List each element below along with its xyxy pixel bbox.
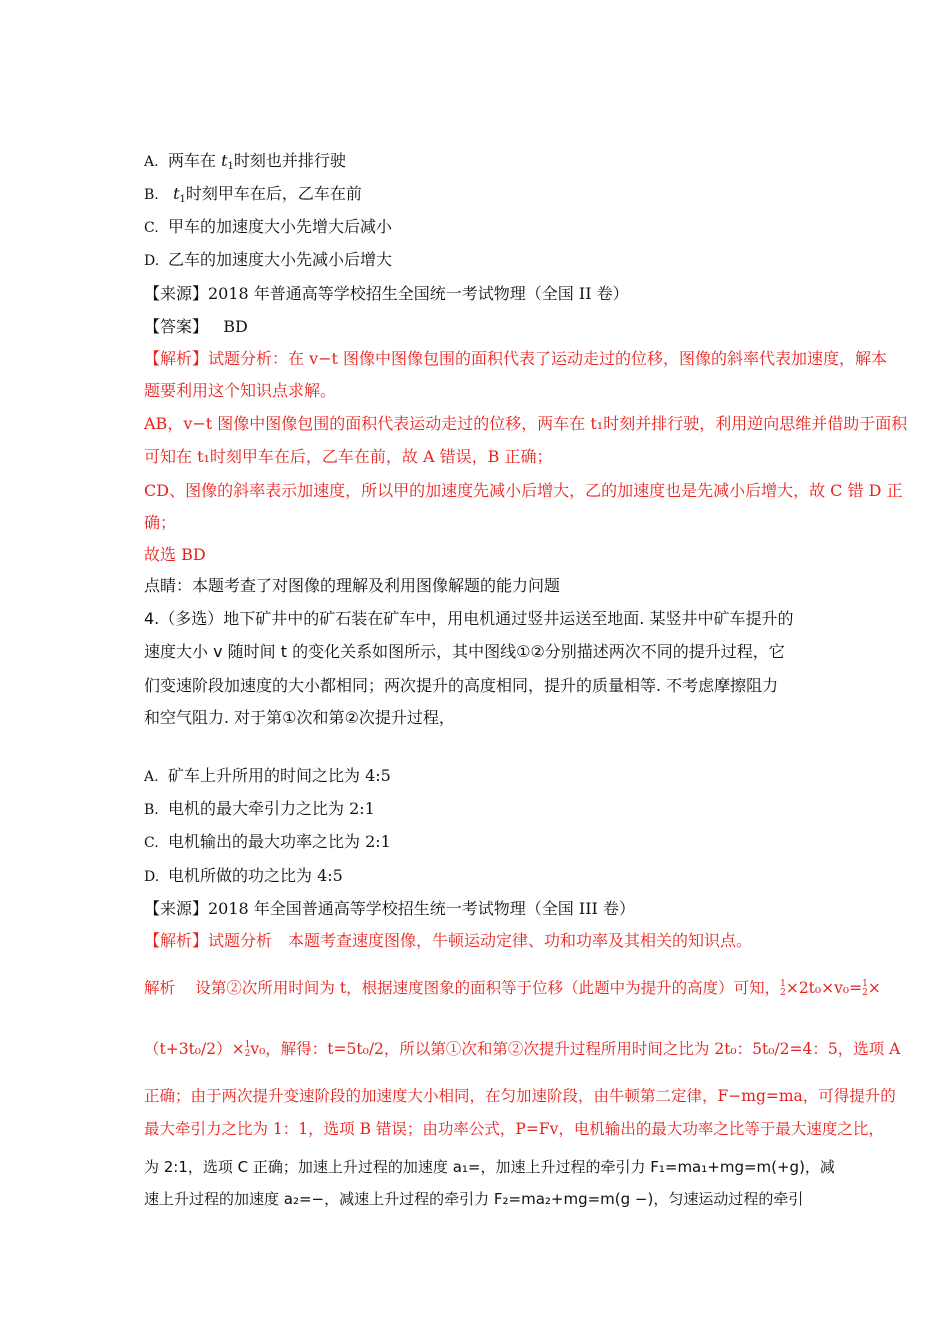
option-letter: C. (144, 220, 159, 236)
q3-analysis-line: AB，v−t 图像中图像包围的面积代表运动走过的位移，两车在 t₁时刻并排行驶，利用逆向思维并借助于面积 (144, 414, 908, 433)
q4-option-c: C. 电机输出的最大功率之比为 2:1 (144, 832, 391, 851)
q4-solution-line: 正确；由于两次提升变速阶段的加速度大小相同，在匀加速阶段，由牛顿第二定律，F−mg=ma，可得提升的 (144, 1087, 896, 1105)
q3-option-d: D. 乙车的加速度大小先减小后增大 (144, 250, 393, 269)
option-letter: A. (144, 154, 159, 170)
q4-stem-line: 4.（多选）地下矿井中的矿石装在矿车中，用电机通过竖井运送至地面. 某竖井中矿车提升的 (144, 609, 794, 628)
q3-comment: 点睛：本题考查了对图像的理解及利用图像解题的能力问题 (144, 576, 561, 595)
q3-analysis-line: 【解析】试题分析：在 v−t 图像中图像包围的面积代表了运动走过的位移，图像的斜率代表加速度，解本 (144, 349, 888, 368)
q4-option-a: A. 矿车上升所用的时间之比为 4:5 (144, 766, 391, 785)
q4-option-b: B. 电机的最大牵引力之比为 2:1 (144, 799, 375, 818)
fraction-half: 1 2 (244, 1040, 251, 1059)
q3-analysis-line: CD、图像的斜率表示加速度，所以甲的加速度先减小后增大，乙的加速度也是先减小后增大，故 C 错 D 正 (144, 481, 903, 500)
q3-analysis-line: 确； (144, 513, 177, 532)
q4-stem-line: 和空气阻力. 对于第①次和第②次提升过程， (144, 708, 455, 727)
q3-option-a: A. 两车在 $t_1$时刻也并排行驶 (144, 151, 346, 172)
q4-solution-line: 最大牵引力之比为 1：1，选项 B 错误；由功率公式，P=Fv，电机输出的最大功率之比等于最大速度之比， (144, 1120, 884, 1138)
q4-solution-line: （t+3t₀/2）×1 2v₀，解得：t=5t₀/2，所以第①次和第②次提升过程所用时间之比为 2t₀：5t₀/2=4：5，选项 A (144, 1040, 901, 1059)
option-letter: B. (144, 802, 159, 818)
q3-source: 【来源】2018 年普通高等学校招生全国统一考试物理（全国 II 卷） (144, 284, 629, 303)
q3-analysis-line: 可知在 t₁时刻甲车在后，乙车在前，故 A 错误，B 正确； (144, 447, 553, 466)
option-letter: D. (144, 253, 160, 269)
q3-analysis-line: 故选 BD (144, 545, 206, 564)
q4-solution-line: 解析 设第②次所用时间为 t，根据速度图象的面积等于位移（此题中为提升的高度）可知，1 2×2t₀×v₀=1 2× (144, 979, 881, 998)
q3-option-b: B. $t_1$时刻甲车在后，乙车在前 (144, 184, 362, 205)
option-letter: D. (144, 869, 160, 885)
q4-stem-line: 们变速阶段加速度的大小都相同；两次提升的高度相同，提升的质量相等. 不考虑摩擦阻力 (144, 676, 779, 695)
q4-stem-line: 速度大小 v 随时间 t 的变化关系如图所示，其中图线①②分别描述两次不同的提升过程，它 (144, 642, 785, 661)
q4-analysis-head: 【解析】试题分析 本题考查速度图像，牛顿运动定律、功和功率及其相关的知识点。 (144, 931, 753, 950)
fraction-half: 1 2 (780, 979, 786, 998)
fraction-half: 1 2 (862, 979, 868, 998)
q4-option-d: D. 电机所做的功之比为 4:5 (144, 866, 343, 885)
option-letter: B. (144, 187, 159, 203)
q3-answer: 【答案】 BD (144, 317, 248, 336)
option-letter: A. (144, 769, 159, 785)
option-letter: C. (144, 835, 159, 851)
q3-analysis-line: 题要利用这个知识点求解。 (144, 381, 337, 400)
q4-solution-line: 速上升过程的加速度 a₂=−，减速上升过程的牵引力 F₂=ma₂+mg=m(g −)，匀速运动过程的牵引 (144, 1190, 804, 1208)
q4-solution-line: 为 2:1，选项 C 正确；加速上升过程的加速度 a₁=，加速上升过程的牵引力 F₁=ma₁+mg=m(+g)，减 (144, 1158, 835, 1176)
q3-option-c: C. 甲车的加速度大小先增大后减小 (144, 217, 393, 236)
q4-source: 【来源】2018 年全国普通高等学校招生统一考试物理（全国 III 卷） (144, 899, 635, 918)
